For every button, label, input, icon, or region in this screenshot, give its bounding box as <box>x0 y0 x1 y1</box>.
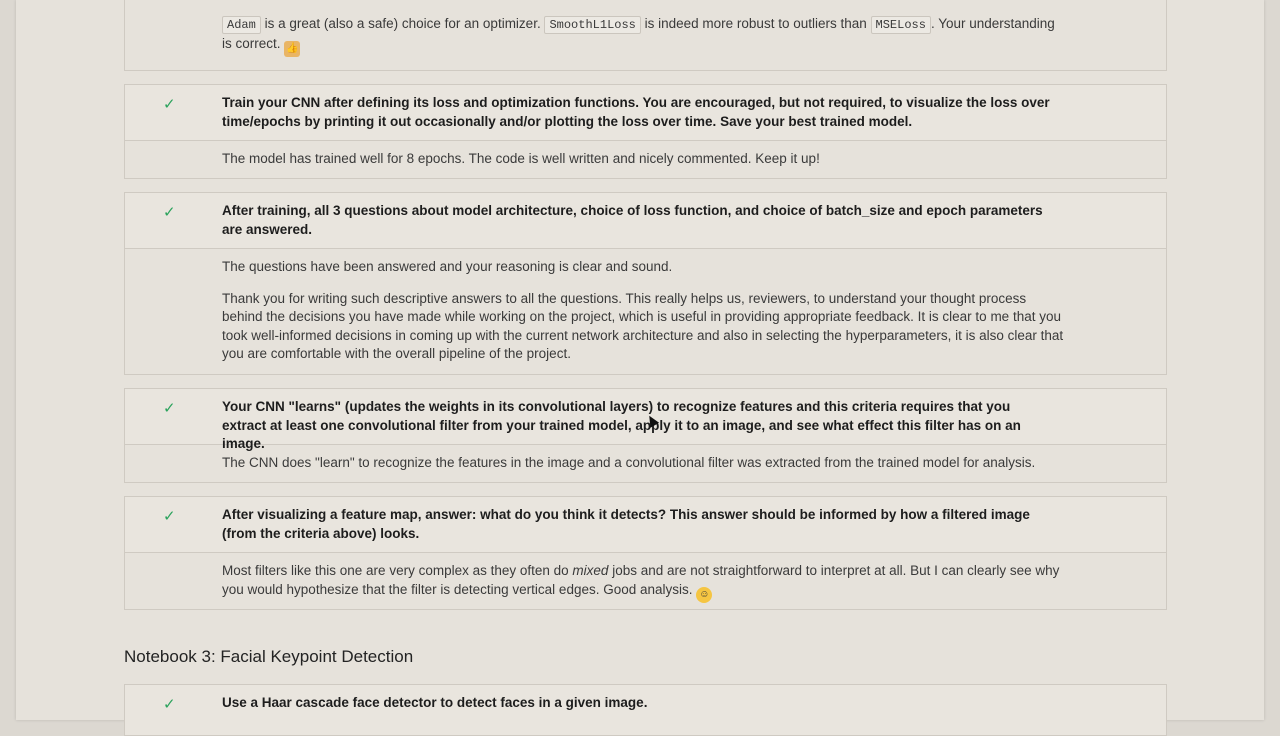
review-section <box>125 553 1166 609</box>
check-icon: ✓ <box>163 400 176 417</box>
criterion-card-feature-map <box>124 496 1167 610</box>
review-text: The CNN does "learn" to recognize the features in the image and a convolutional filter was extracted from the trained model for analysis. <box>222 455 1036 470</box>
criterion-card-learns <box>124 388 1167 483</box>
review-text <box>222 553 1067 603</box>
check-icon: ✓ <box>163 204 176 221</box>
criterion-header <box>125 85 1166 141</box>
criterion-header <box>125 497 1166 553</box>
check-icon: ✓ <box>163 96 176 113</box>
criterion-card-loss-optimizer <box>124 0 1167 71</box>
review-section <box>125 141 1166 178</box>
review-section <box>125 0 1166 57</box>
review-text: The questions have been answered and your reasoning is clear and sound. <box>222 259 673 274</box>
criterion-card-questions <box>124 192 1167 375</box>
criterion-card-train <box>124 84 1167 179</box>
code-adam: Adam <box>222 16 261 34</box>
criterion-text: After training, all 3 questions about model architecture, choice of loss function, and choice of batch_size and epoch parameters are answered. <box>222 203 1043 237</box>
criterion-text: Your CNN "learns" (updates the weights in its convolutional layers) to recognize features and this criteria requires that you extract at least one convolutional filter from your trained model, apply it to an image, and see what effect this filter has on an image. <box>222 399 1021 451</box>
criterion-text: Use a Haar cascade face detector to detect faces in a given image. <box>222 695 648 710</box>
review-fragment: . Your understanding is correct. <box>222 16 1055 51</box>
review-emphasis: mixed <box>572 563 609 578</box>
review-text: The model has trained well for 8 epochs. The code is well written and nicely commented. Keep it up! <box>222 151 820 166</box>
criterion-card-haar <box>124 684 1167 736</box>
criterion-text: Train your CNN after defining its loss and optimization functions. You are encouraged, but not required, to visualize the loss over time/epochs by printing it out occasionally and/or plotting the loss over time. Save your best trained model. <box>222 95 1050 129</box>
thumbs-up-icon: 👍 <box>284 41 300 57</box>
review-fragment: is indeed more robust to outliers than <box>640 16 871 31</box>
section-title: Notebook 3: Facial Keypoint Detection <box>124 647 414 666</box>
review-fragment: jobs and are not straightforward to interpret at all. But I can clearly see why you would hypothesize that the filter is detecting vertical edges. Good analysis. <box>222 563 1060 597</box>
criterion-header <box>125 193 1166 249</box>
review-section <box>125 249 1166 374</box>
check-icon: ✓ <box>163 508 176 525</box>
criterion-header <box>125 685 1166 735</box>
smile-icon: ☺ <box>696 587 712 603</box>
review-page <box>16 0 1264 720</box>
review-text: Thank you for writing such descriptive answers to all the questions. This really helps us, reviewers, to understand your thought process behind the decisions you have made while working on the project, which is useful in providing appropriate feedback. It is clear to me that you took well-informed decisions in coming up with the current network architecture and also in selecting the hyperparameters, it is also clear that you are comfortable with the overall pipeline of the project. <box>222 290 1064 361</box>
review-fragment: Most filters like this one are very complex as they often do <box>222 563 573 578</box>
criterion-text: After visualizing a feature map, answer: what do you think it detects? This answer should be informed by how a filtered image (from the criteria above) looks. <box>222 507 1030 541</box>
code-mseloss: MSELoss <box>871 16 931 34</box>
review-text <box>222 15 1067 57</box>
code-smoothl1loss: SmoothL1Loss <box>544 16 640 34</box>
check-icon: ✓ <box>163 696 176 713</box>
review-section <box>125 445 1166 482</box>
review-fragment: is a great (also a safe) choice for an optimizer. <box>260 16 545 31</box>
